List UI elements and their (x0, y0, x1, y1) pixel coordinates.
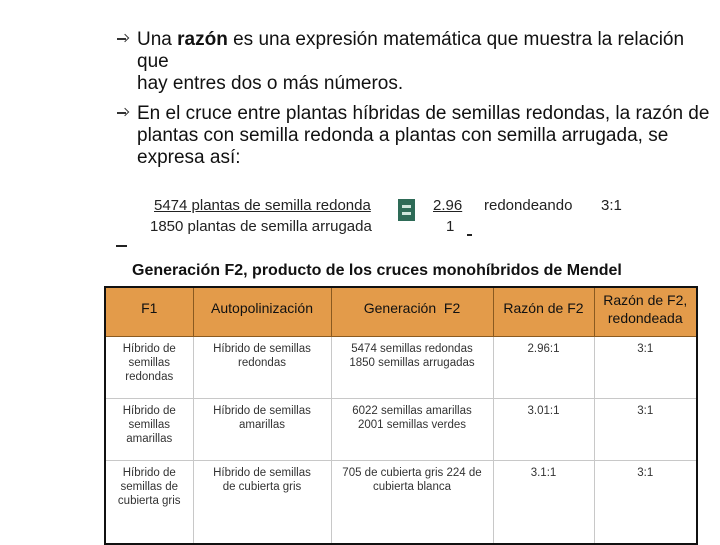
left-dash (116, 245, 127, 247)
cell-razon-redondeada: 3:1 (594, 336, 697, 398)
ratio-value-numerator: 2.96 (433, 197, 463, 214)
cell-razon: 2.96:1 (493, 336, 594, 398)
header-razon-f2: Razón de F2 (493, 287, 594, 336)
header-autopolinizacion: Autopolinización (193, 287, 331, 336)
ratio-value-denominator: 1 (446, 218, 455, 235)
cell-razon: 3.1:1 (493, 460, 594, 544)
f2-table (104, 286, 698, 545)
cell-razon-redondeada: 3:1 (594, 460, 697, 544)
bullet-2-text: En el cruce entre plantas híbridas de semillas redondas, la razón de plantas con semilla redonda a plantas con semilla arrugada, se expresa así: (137, 103, 710, 168)
arrow-bullet-icon (116, 108, 127, 119)
header-f1: F1 (105, 287, 193, 336)
cell-generacion-f2: 705 de cubierta gris 224 de cubierta blanca (331, 460, 493, 544)
cell-autopolinizacion: Híbrido de semillas de cubierta gris (193, 460, 331, 544)
header-generacion-f2: Generación F2 (331, 287, 493, 336)
ratio-denominator: 1850 plantas de semilla arrugada (150, 218, 372, 235)
cell-generacion-f2: 5474 semillas redondas 1850 semillas arrugadas (331, 336, 493, 398)
equals-sign-icon (398, 199, 415, 221)
table-row (105, 460, 697, 544)
table-row (105, 398, 697, 460)
header-razon-redondeada: Razón de F2, redondeada (594, 287, 697, 336)
arrow-bullet-icon (116, 34, 127, 45)
bullet-1-text: Una razón es una expresión matemática que muestra la relación que hay entres dos o más números. (137, 29, 685, 94)
table-title: Generación F2, producto de los cruces monohíbridos de Mendel (132, 262, 622, 279)
cell-f1: Híbrido de semillas redondas (105, 336, 193, 398)
rounded-ratio: 3:1 (601, 197, 622, 214)
ratio-numerator: 5474 plantas de semilla redonda (154, 197, 371, 214)
cell-razon-redondeada: 3:1 (594, 398, 697, 460)
minor-dash (467, 234, 472, 236)
cell-f1: Híbrido de semillas amarillas (105, 398, 193, 460)
cell-autopolinizacion: Híbrido de semillas redondas (193, 336, 331, 398)
cell-razon: 3.01:1 (493, 398, 594, 460)
rounding-label: redondeando (484, 197, 573, 214)
cell-f1: Híbrido de semillas de cubierta gris (105, 460, 193, 544)
table-row (105, 336, 697, 398)
cell-autopolinizacion: Híbrido de semillas amarillas (193, 398, 331, 460)
cell-generacion-f2: 6022 semillas amarillas 2001 semillas verdes (331, 398, 493, 460)
